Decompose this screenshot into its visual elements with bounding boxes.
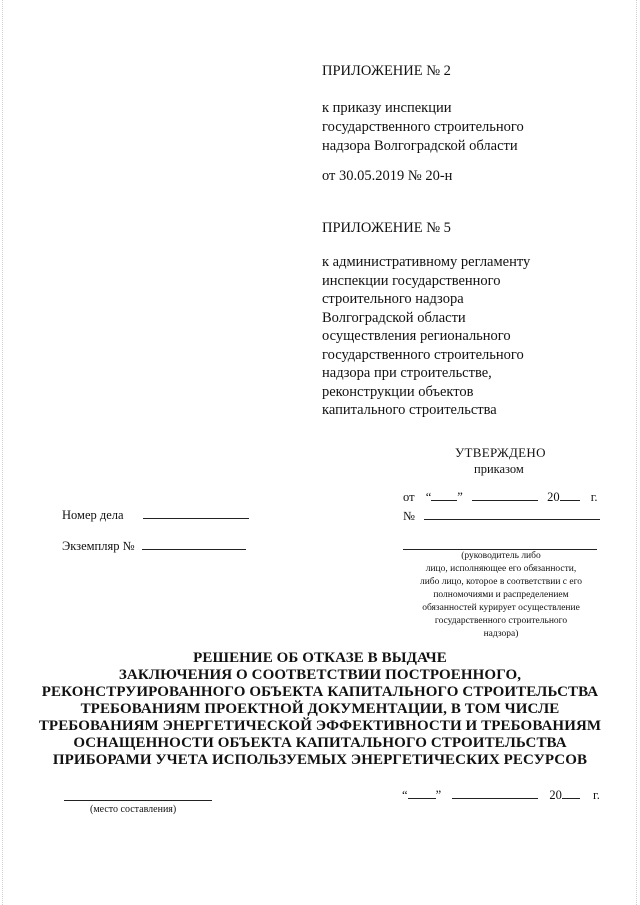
approval-note-line: (руководитель либо bbox=[461, 551, 541, 561]
appendix-5-line: осуществления регионального bbox=[322, 328, 511, 344]
appendix-2-text bbox=[322, 99, 524, 156]
appendix-5-line: капитального строительства bbox=[322, 402, 497, 418]
appendix-5-line: реконструкции объектов bbox=[322, 383, 474, 400]
approval-note-line: полномочиями и распределением bbox=[433, 590, 569, 600]
appendix-2-line: государственного строительного bbox=[322, 119, 524, 135]
footer-month-field[interactable] bbox=[452, 786, 538, 799]
decision-title bbox=[20, 650, 620, 769]
approval-number-field[interactable] bbox=[424, 507, 600, 520]
approval-number-label: № bbox=[403, 509, 415, 523]
decision-title-line: ПРИБОРАМИ УЧЕТА ИСПОЛЬЗУЕМЫХ ЭНЕРГЕТИЧЕСКИХ РЕСУРСОВ bbox=[52, 752, 588, 768]
appendix-5-line: Волгоградской области bbox=[322, 309, 466, 326]
footer-quote-close: ” bbox=[435, 788, 442, 802]
footer-day-field[interactable] bbox=[408, 786, 436, 799]
copy-number-row bbox=[62, 537, 246, 554]
appendix-5-line: к административному регламенту bbox=[322, 254, 531, 270]
copy-number-field[interactable] bbox=[142, 537, 246, 550]
appendix-2-line: надзора Волгоградской области bbox=[322, 138, 518, 154]
appendix-5-line: государственного строительного bbox=[322, 346, 524, 363]
case-number-label: Номер дела bbox=[62, 508, 124, 522]
place-caption: (место составления) bbox=[90, 804, 177, 815]
appendix-5-line: инспекции государственного bbox=[322, 272, 501, 289]
right-scan-edge bbox=[636, 0, 638, 905]
approval-number-row bbox=[403, 507, 600, 524]
approval-year-prefix: 20 bbox=[547, 490, 560, 504]
footer-year-field[interactable] bbox=[562, 786, 580, 799]
approval-note-line: либо лицо, которое в соответствии с его bbox=[419, 577, 583, 587]
decision-title-line: ОСНАЩЕННОСТИ ОБЪЕКТА КАПИТАЛЬНОГО СТРОИТЕЛЬСТВА bbox=[73, 735, 567, 751]
decision-title-line: РЕШЕНИЕ ОБ ОТКАЗЕ В ВЫДАЧЕ bbox=[193, 650, 447, 666]
approval-quote-open: “ bbox=[425, 490, 432, 504]
decision-title-line: РЕКОНСТРУИРОВАННОГО ОБЪЕКТА КАПИТАЛЬНОГО СТРОИТЕЛЬСТВА bbox=[41, 684, 599, 700]
appendix-5-line: строительного надзора bbox=[322, 291, 464, 307]
approval-year-field[interactable] bbox=[560, 488, 580, 501]
footer-year-prefix: 20 bbox=[549, 788, 562, 802]
appendix-5-text bbox=[322, 253, 530, 420]
footer-date-row bbox=[402, 786, 600, 803]
appendix-5-heading: ПРИЛОЖЕНИЕ № 5 bbox=[322, 220, 451, 236]
approval-by: приказом bbox=[474, 462, 524, 476]
approval-note-line: лицо, исполняющее его обязанности, bbox=[425, 564, 577, 574]
approval-note-line: обязанностей курирует осуществление bbox=[422, 603, 580, 613]
case-number-field[interactable] bbox=[143, 506, 249, 519]
approval-quote-close: ” bbox=[457, 490, 463, 504]
decision-title-line: ТРЕБОВАНИЯМ ПРОЕКТНОЙ ДОКУМЕНТАЦИИ, В ТОМ ЧИСЛЕ bbox=[80, 701, 560, 717]
approval-title: УТВЕРЖДЕНО bbox=[455, 445, 546, 460]
copy-number-label: Экземпляр № bbox=[62, 539, 135, 553]
place-field[interactable] bbox=[64, 800, 212, 801]
approval-year-suffix: г. bbox=[590, 490, 598, 504]
decision-title-line: ЗАКЛЮЧЕНИЯ О СООТВЕТСТВИИ ПОСТРОЕННОГО, bbox=[118, 667, 522, 683]
case-number-row bbox=[62, 506, 249, 523]
approval-note-line: государственного строительного bbox=[434, 616, 568, 626]
approval-day-field[interactable] bbox=[431, 488, 457, 501]
approval-month-field[interactable] bbox=[472, 488, 538, 501]
approval-date-prefix: от bbox=[403, 490, 415, 504]
footer-year-suffix: г. bbox=[593, 788, 600, 802]
appendix-5-line: надзора при строительстве, bbox=[322, 365, 492, 381]
decision-title-line: ТРЕБОВАНИЯМ ЭНЕРГЕТИЧЕСКОЙ ЭФФЕКТИВНОСТИ И ТРЕБОВАНИЯМ bbox=[38, 718, 602, 734]
appendix-2-line: к приказу инспекции bbox=[322, 100, 452, 116]
approval-date-row bbox=[403, 488, 598, 505]
approval-note-line: надзора) bbox=[483, 629, 519, 639]
left-scan-edge bbox=[2, 0, 4, 905]
appendix-2-date: от 30.05.2019 № 20-н bbox=[322, 168, 453, 184]
footer-quote-open: “ bbox=[402, 788, 408, 802]
approval-note bbox=[388, 550, 614, 641]
appendix-2-heading: ПРИЛОЖЕНИЕ № 2 bbox=[322, 63, 451, 79]
